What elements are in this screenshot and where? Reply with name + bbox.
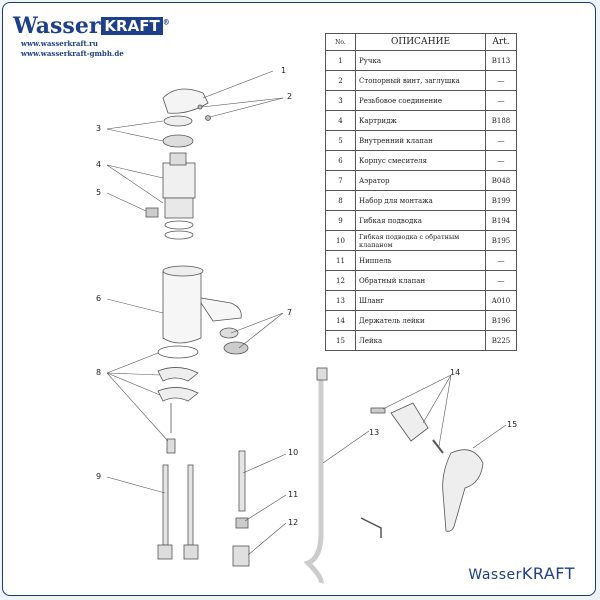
part-flex-hose-a <box>163 465 168 545</box>
cell-num: 1 <box>326 51 356 71</box>
table-row <box>326 151 517 171</box>
part-flex-hose-b <box>188 465 193 545</box>
cell-num: 5 <box>326 131 356 151</box>
cell-art: A010 <box>486 291 517 311</box>
cell-art: — <box>486 131 517 151</box>
cell-desc: Корпус смесителя <box>356 151 486 171</box>
callout-3: 3 <box>96 124 102 133</box>
callout-1: 1 <box>281 66 287 75</box>
cell-desc: Держатель лейки <box>356 311 486 331</box>
brand-logo-main: Wasser <box>13 13 101 39</box>
cell-desc: Картридж <box>356 111 486 131</box>
callout-4: 4 <box>96 160 102 169</box>
part-aerator <box>220 328 238 338</box>
cell-art: — <box>486 251 517 271</box>
cell-art: B225 <box>486 331 517 351</box>
part-shower-hose <box>308 378 321 583</box>
parts-table-header <box>326 34 517 51</box>
parts-table <box>325 33 517 351</box>
part-inner-valve <box>146 208 158 217</box>
part-plug <box>206 116 211 121</box>
website-ru: www.wasserkraft.ru <box>21 39 98 48</box>
header-art: Art. <box>486 34 517 51</box>
table-row <box>326 251 517 271</box>
cell-art: — <box>486 91 517 111</box>
cell-art: B113 <box>486 51 517 71</box>
brand-logo-accent: KRAFT <box>101 17 162 35</box>
part-bidet-shower <box>443 450 483 532</box>
callout-15: 15 <box>507 420 518 429</box>
cell-desc: Стопорный винт, заглушка <box>356 71 486 91</box>
part-washer <box>158 367 198 381</box>
part-nipple <box>236 518 248 528</box>
callout-2: 2 <box>287 92 293 101</box>
cell-desc: Аэратор <box>356 171 486 191</box>
callout-10: 10 <box>288 448 299 457</box>
cell-art: — <box>486 271 517 291</box>
part-thread-ring <box>164 116 192 126</box>
cell-desc: Гибкая подводка с обратным клапаном <box>356 231 486 251</box>
cell-num: 10 <box>326 231 356 251</box>
table-row <box>326 91 517 111</box>
table-row <box>326 211 517 231</box>
cell-art: B194 <box>486 211 517 231</box>
footer-brand-big: KRAFT <box>521 564 575 583</box>
cell-desc: Обратный клапан <box>356 271 486 291</box>
cell-art: B048 <box>486 171 517 191</box>
table-row <box>326 111 517 131</box>
cell-num: 6 <box>326 151 356 171</box>
table-row <box>326 191 517 211</box>
footer-brand-small: Wasser <box>468 567 522 583</box>
website-de: www.wasserkraft-gmbh.de <box>21 49 124 58</box>
table-row <box>326 131 517 151</box>
cell-art: — <box>486 151 517 171</box>
cell-desc: Резьбовое соединение <box>356 91 486 111</box>
part-handle <box>163 89 208 113</box>
cell-desc: Шланг <box>356 291 486 311</box>
callout-9: 9 <box>96 472 102 481</box>
table-row <box>326 311 517 331</box>
cell-desc: Ниппель <box>356 251 486 271</box>
cell-num: 7 <box>326 171 356 191</box>
cell-num: 13 <box>326 291 356 311</box>
part-thread-nut <box>163 135 193 147</box>
cell-num: 3 <box>326 91 356 111</box>
part-gasket <box>158 346 198 358</box>
header-desc: ОПИСАНИЕ <box>356 34 486 51</box>
callout-5: 5 <box>96 188 102 197</box>
part-check-valve <box>233 546 249 566</box>
callout-8: 8 <box>96 368 102 377</box>
part-stud <box>167 439 175 453</box>
table-row <box>326 231 517 251</box>
table-row <box>326 71 517 91</box>
callout-11: 11 <box>288 490 299 499</box>
cell-num: 15 <box>326 331 356 351</box>
cell-num: 4 <box>326 111 356 131</box>
callout-12: 12 <box>288 518 299 527</box>
footer-brand <box>468 564 575 583</box>
cell-art: B188 <box>486 111 517 131</box>
callout-14: 14 <box>450 368 461 377</box>
table-row <box>326 271 517 291</box>
table-row <box>326 171 517 191</box>
cell-desc: Набор для монтажа <box>356 191 486 211</box>
manual-page <box>2 2 596 596</box>
table-row <box>326 51 517 71</box>
registered-mark: ® <box>162 17 170 27</box>
cell-art: B195 <box>486 231 517 251</box>
part-screw <box>198 105 202 109</box>
part-handset-holder <box>391 403 428 441</box>
table-row <box>326 291 517 311</box>
part-cartridge <box>163 163 195 198</box>
cell-num: 2 <box>326 71 356 91</box>
header-num: No. <box>326 34 356 51</box>
cell-desc: Лейка <box>356 331 486 351</box>
cell-num: 9 <box>326 211 356 231</box>
callout-7: 7 <box>287 308 293 317</box>
part-flex-hose-check-valve <box>239 451 245 511</box>
cell-art: — <box>486 71 517 91</box>
table-row <box>326 331 517 351</box>
cell-num: 11 <box>326 251 356 271</box>
cell-desc: Гибкая подводка <box>356 211 486 231</box>
cell-num: 14 <box>326 311 356 331</box>
cell-num: 8 <box>326 191 356 211</box>
part-hex-key <box>361 518 381 538</box>
callout-13: 13 <box>369 428 380 437</box>
cell-art: B199 <box>486 191 517 211</box>
cell-desc: Внутренний клапан <box>356 131 486 151</box>
cell-desc: Ручка <box>356 51 486 71</box>
callout-6: 6 <box>96 294 102 303</box>
cell-num: 12 <box>326 271 356 291</box>
cell-art: B196 <box>486 311 517 331</box>
